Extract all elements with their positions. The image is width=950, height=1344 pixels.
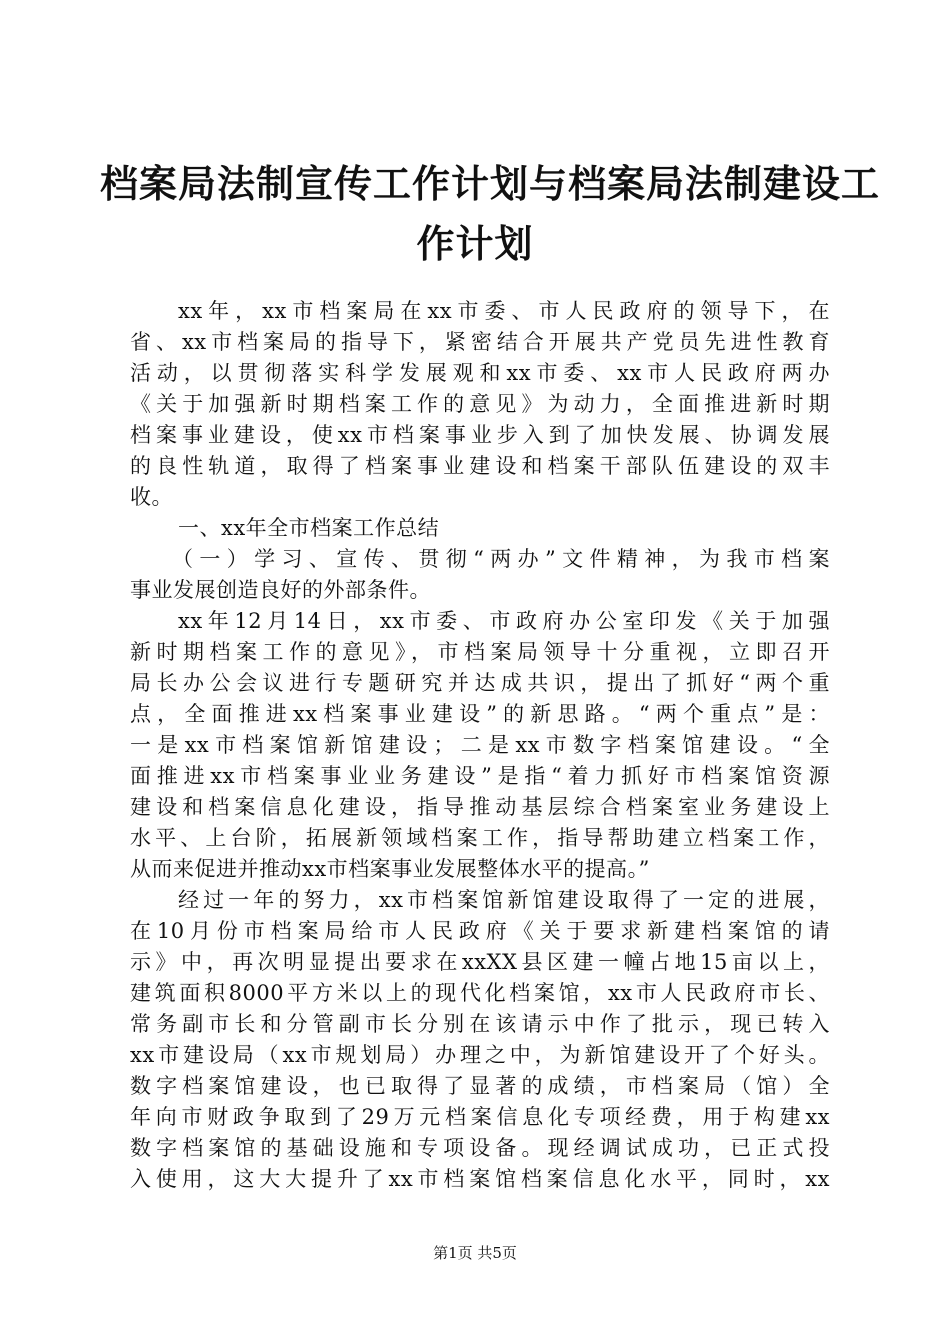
body-line: 数字档案馆建设，也已取得了显著的成绩，市档案局（馆）全: [130, 1074, 830, 1098]
body-line: 建设和档案信息化建设，指导推动基层综合档案室业务建设上: [130, 795, 830, 819]
body-line: xx市建设局（xx市规划局）办理之中，为新馆建设开了个好头。: [130, 1043, 830, 1067]
body-line: 一是xx市档案馆新馆建设；二是xx市数字档案馆建设。“全: [130, 733, 830, 757]
body-line: 从而来促进并推动xx市档案事业发展整体水平的提高。”: [130, 857, 650, 881]
body-line: 活动，以贯彻落实科学发展观和xx市委、xx市人民政府两办: [130, 361, 830, 385]
body-line: 面推进xx市档案事业业务建设”是指“着力抓好市档案馆资源: [130, 764, 830, 788]
body-line: 收。: [130, 485, 173, 509]
body-line: 数字档案馆的基础设施和专项设备。现经调试成功，已正式投: [130, 1136, 830, 1160]
document-body: [130, 296, 830, 1195]
body-line: 点，全面推进xx档案事业建设”的新思路。“两个重点”是：: [130, 702, 830, 726]
body-line: 事业发展创造良好的外部条件。: [130, 578, 431, 602]
body-line: 《关于加强新时期档案工作的意见》为动力，全面推进新时期: [130, 392, 830, 416]
body-line: 局长办公会议进行专题研究并达成共识，提出了抓好“两个重: [130, 671, 830, 695]
body-line: 入使用，这大大提升了xx市档案馆档案信息化水平，同时，xx: [130, 1167, 830, 1191]
body-line: 年向市财政争取到了29万元档案信息化专项经费，用于构建xx: [130, 1105, 830, 1129]
body-line: 档案事业建设，使xx市档案事业步入到了加快发展、协调发展: [130, 423, 830, 447]
document-title-line-1: 档案局法制宣传工作计划与档案局法制建设工: [100, 161, 881, 206]
subsection-heading: （一）学习、宣传、贯彻“两办”文件精神，为我市档案: [172, 547, 830, 571]
body-line: 常务副市长和分管副市长分别在该请示中作了批示，现已转入: [130, 1012, 830, 1036]
body-line: 的良性轨道，取得了档案事业建设和档案干部队伍建设的双丰: [130, 454, 830, 478]
body-line: xx年12月14日，xx市委、市政府办公室印发《关于加强: [178, 609, 830, 633]
body-line: 在10月份市档案局给市人民政府《关于要求新建档案馆的请: [130, 919, 830, 943]
body-line: 示》中，再次明显提出要求在xxXX县区建一幢占地15亩以上，: [130, 950, 830, 974]
body-line: xx年，xx市档案局在xx市委、市人民政府的领导下，在: [178, 299, 830, 323]
body-line: 水平、上台阶，拓展新领域档案工作，指导帮助建立档案工作，: [130, 826, 830, 850]
body-line: 经过一年的努力，xx市档案馆新馆建设取得了一定的进展，: [178, 888, 830, 912]
body-line: 新时期档案工作的意见》，市档案局领导十分重视，立即召开: [130, 640, 830, 664]
section-heading: 一、xx年全市档案工作总结: [178, 516, 440, 540]
body-line: 省、xx市档案局的指导下，紧密结合开展共产党员先进性教育: [130, 330, 830, 354]
body-line: 建筑面积8000平方米以上的现代化档案馆，xx市人民政府市长、: [130, 981, 830, 1005]
document-title-line-2: 作计划: [416, 221, 534, 266]
page-footer: 第1页 共5页: [433, 1244, 517, 1262]
